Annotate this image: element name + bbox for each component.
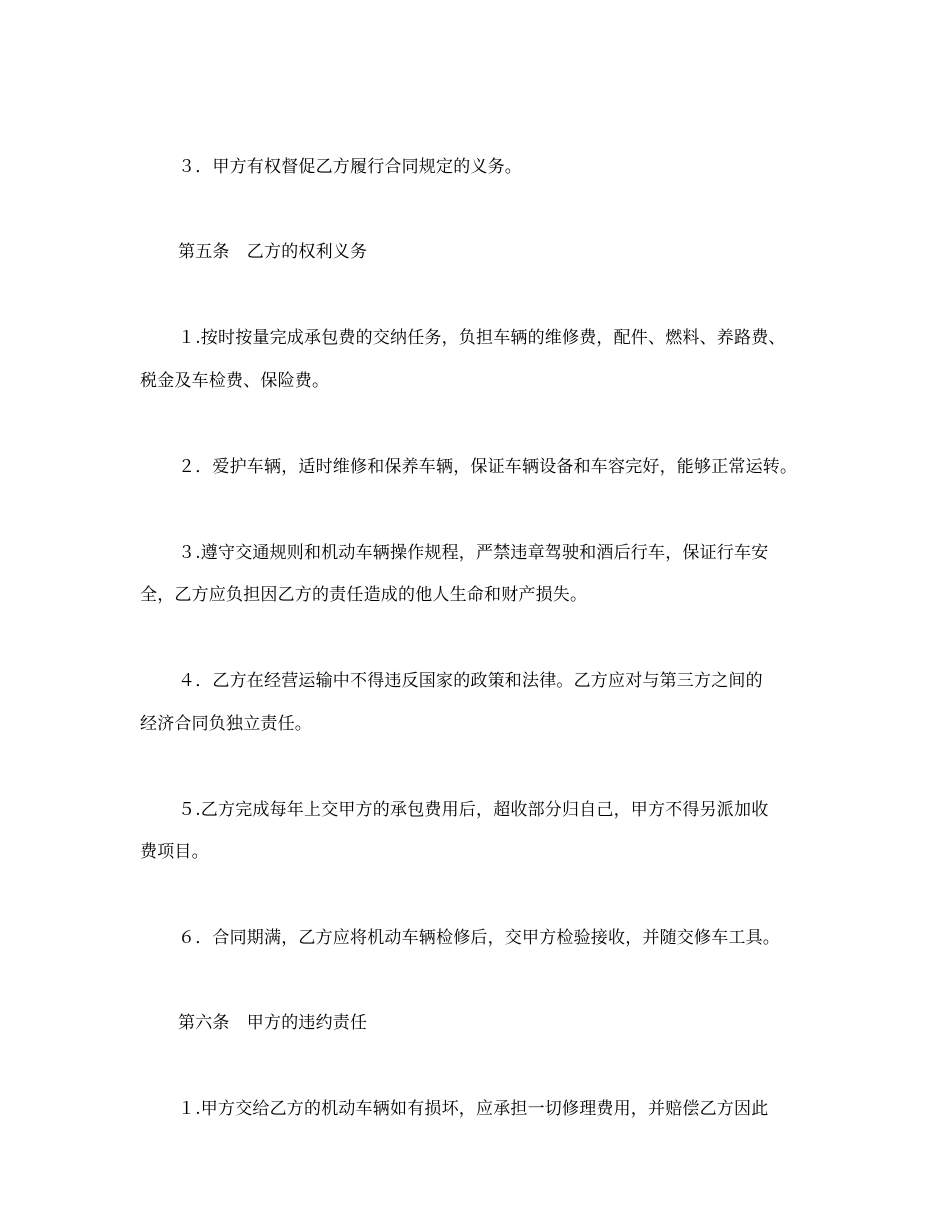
clause-5-item-6: ６．合同期满，乙方应将机动车辆检修后，交甲方检验接收，并随交修车工具。: [178, 928, 780, 948]
clause-5-item-1-line-1: １.按时按量完成承包费的交纳任务，负担车辆的维修费，配件、燃料、养路费、: [178, 328, 786, 348]
clause-5-item-2: ２．爱护车辆，适时维修和保养车辆，保证车辆设备和车容完好，能够正常运转。: [178, 457, 798, 477]
clause-5-item-1-line-2: 税金及车检费、保险费。: [140, 371, 330, 391]
clause-6-item-1-line-1: １.甲方交给乙方的机动车辆如有损坏，应承担一切修理费用，并赔偿乙方因此: [178, 1099, 769, 1119]
clause-4-item-3: ３．甲方有权督促乙方履行合同规定的义务。: [178, 157, 522, 177]
clause-5-item-5-line-1: ５.乙方完成每年上交甲方的承包费用后，超收部分归自己，甲方不得另派加收: [178, 800, 769, 820]
article-5-heading: 第五条 乙方的权利义务: [178, 242, 368, 262]
clause-5-item-4-line-1: ４．乙方在经营运输中不得违反国家的政策和法律。乙方应对与第三方之间的: [178, 671, 763, 691]
clause-5-item-3-line-1: ３.遵守交通规则和机动车辆操作规程，严禁违章驾驶和酒后行车，保证行车安: [178, 543, 769, 563]
clause-5-item-5-line-2: 费项目。: [140, 842, 209, 862]
clause-5-item-4-line-2: 经济合同负独立责任。: [140, 714, 312, 734]
article-6-heading: 第六条 甲方的违约责任: [178, 1013, 368, 1033]
clause-5-item-3-line-2: 全，乙方应负担因乙方的责任造成的他人生命和财产损失。: [140, 585, 588, 605]
